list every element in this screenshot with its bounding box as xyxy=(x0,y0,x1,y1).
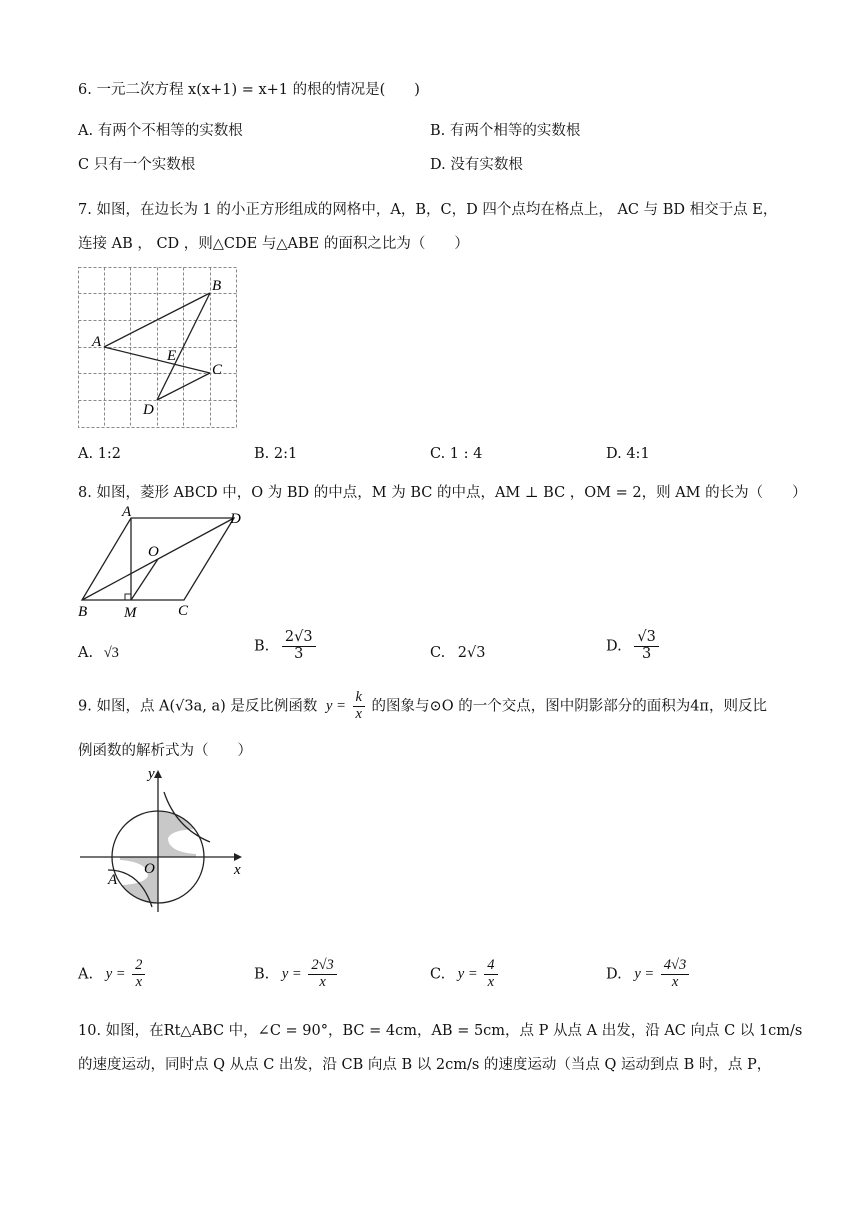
q9-option-c-y: y = xyxy=(457,965,478,982)
q7-stem-line2: 连接 AB ， CD ，则△CDE 与△ABE 的面积之比为（ ） xyxy=(78,236,469,252)
q9-option-c-numerator: 4 xyxy=(484,958,497,975)
q8-option-b-numerator: 2√3 xyxy=(282,630,316,647)
q9-label-o: O xyxy=(144,861,155,877)
q8-label-m: M xyxy=(124,605,137,621)
q8-label-a: A xyxy=(122,504,132,520)
q9-option-b-numerator: 2√3 xyxy=(308,958,336,975)
q9-option-d-letter: D. xyxy=(606,966,622,983)
q8-option-a xyxy=(78,645,119,662)
q7-option-b: B. 2:1 xyxy=(254,446,298,462)
q8-segment-om xyxy=(131,559,158,600)
q8-label-d: D xyxy=(230,511,241,527)
q8-rhombus-figure xyxy=(72,500,262,625)
q8-option-c-value: 2√3 xyxy=(457,645,486,661)
q7-label-a: A xyxy=(92,334,102,350)
q8-option-d xyxy=(606,630,661,663)
q9-option-a xyxy=(78,958,147,991)
q8-option-b-letter: B. xyxy=(254,638,270,655)
q8-option-a-value: √3 xyxy=(103,645,119,661)
q9-option-b-denominator: x xyxy=(319,973,326,990)
q9-option-b xyxy=(254,958,339,991)
q9-option-c xyxy=(430,958,500,991)
q6-option-b: B. 有两个相等的实数根 xyxy=(430,123,581,139)
q8-option-b-denominator: 3 xyxy=(294,645,304,662)
q7-option-d: D. 4:1 xyxy=(606,446,650,462)
q9-option-a-denominator: x xyxy=(135,973,143,990)
q9-option-b-letter: B. xyxy=(254,966,270,983)
q9-function-y: y = xyxy=(326,698,346,715)
q6-option-c: C 只有一个实数根 xyxy=(78,157,196,173)
q9-label-y: y xyxy=(148,766,155,782)
q8-option-d-numerator: √3 xyxy=(634,630,658,647)
q8-label-o: O xyxy=(148,544,159,560)
q7-grid-figure xyxy=(70,262,250,432)
q9-y-axis-arrow xyxy=(154,770,162,778)
q8-label-b: B xyxy=(78,604,88,620)
q6-stem: 6. 一元二次方程 x(x+1) = x+1 的根的情况是( ) xyxy=(78,82,420,98)
q7-option-a: A. 1:2 xyxy=(78,446,122,462)
q7-option-c: C. 1 : 4 xyxy=(430,446,483,462)
q8-option-c-letter: C. xyxy=(430,645,446,661)
q8-option-c xyxy=(430,645,486,661)
q8-option-d-letter: D. xyxy=(606,638,622,655)
q9-function-k: k xyxy=(353,690,365,707)
q9-option-c-fraction xyxy=(484,958,497,991)
q9-option-d-fraction xyxy=(661,958,689,991)
q8-option-b-fraction xyxy=(282,630,316,663)
q8-option-d-denominator: 3 xyxy=(641,645,652,662)
q8-right-angle-mark xyxy=(125,594,131,600)
q9-circle-figure xyxy=(72,762,262,920)
q6-option-d: D. 没有实数根 xyxy=(430,157,523,173)
q7-label-b: B xyxy=(212,278,222,294)
q9-option-a-fraction xyxy=(132,958,145,991)
q9-stem-line2: 例函数的解析式为（ ） xyxy=(78,743,252,759)
q9-option-a-numerator: 2 xyxy=(132,958,145,975)
q9-label-x: x xyxy=(234,862,241,878)
q9-option-b-y: y = xyxy=(281,965,302,982)
q9-option-d-denominator: x xyxy=(671,973,679,990)
q9-label-a: A xyxy=(108,872,118,888)
q10-stem-line1: 10. 如图，在Rt△ABC 中，∠C = 90°，BC = 4cm，AB = 5cm，点 P 从点 A 出发，沿 AC 向点 C 以 1cm/s xyxy=(78,1023,803,1039)
q8-option-a-letter: A. xyxy=(78,645,94,661)
q10-stem-line2: 的速度运动，同时点 Q 从点 C 出发，沿 CB 向点 B 以 2cm/s 的速度运动（当点 Q 运动到点 B 时，点 P， xyxy=(78,1057,772,1073)
q7-stem-line1: 7. 如图，在边长为 1 的小正方形组成的网格中，A，B，C，D 四个点均在格点上， AC 与 BD 相交于点 E， xyxy=(78,202,778,218)
q8-stem: 8. 如图，菱形 ABCD 中，O 为 BD 的中点，M 为 BC 的中点，AM ⊥ BC ，OM = 2，则 AM 的长为（ ） xyxy=(78,485,807,501)
q9-function-fraction xyxy=(353,690,365,723)
q7-segment-cd xyxy=(157,373,210,400)
q9-option-c-denominator: x xyxy=(487,973,495,990)
q9-option-a-y: y = xyxy=(105,965,126,982)
q9-stem-part1: 9. 如图，点 A(√3a, a) 是反比例函数 xyxy=(78,698,318,715)
q9-option-d-y: y = xyxy=(634,965,655,982)
q9-option-a-letter: A. xyxy=(78,966,94,983)
q9-option-d-numerator: 4√3 xyxy=(661,958,689,975)
q9-function-x: x xyxy=(355,705,362,722)
q9-option-c-letter: C. xyxy=(430,966,446,983)
q6-option-a: A. 有两个不相等的实数根 xyxy=(78,123,243,139)
q9-option-b-fraction xyxy=(308,958,336,991)
q8-option-b xyxy=(254,630,318,663)
q8-option-d-fraction xyxy=(634,630,658,663)
q7-label-c: C xyxy=(212,362,223,378)
q9-x-axis-arrow xyxy=(234,853,242,861)
q7-label-e: E xyxy=(167,348,177,364)
q9-stem-line1 xyxy=(78,690,767,723)
q9-stem-part2: 的图象与⊙O 的一个交点，图中阴影部分的面积为4π，则反比 xyxy=(371,698,767,715)
q7-label-d: D xyxy=(143,402,154,418)
q9-option-d xyxy=(606,958,691,991)
q8-label-c: C xyxy=(178,603,189,619)
